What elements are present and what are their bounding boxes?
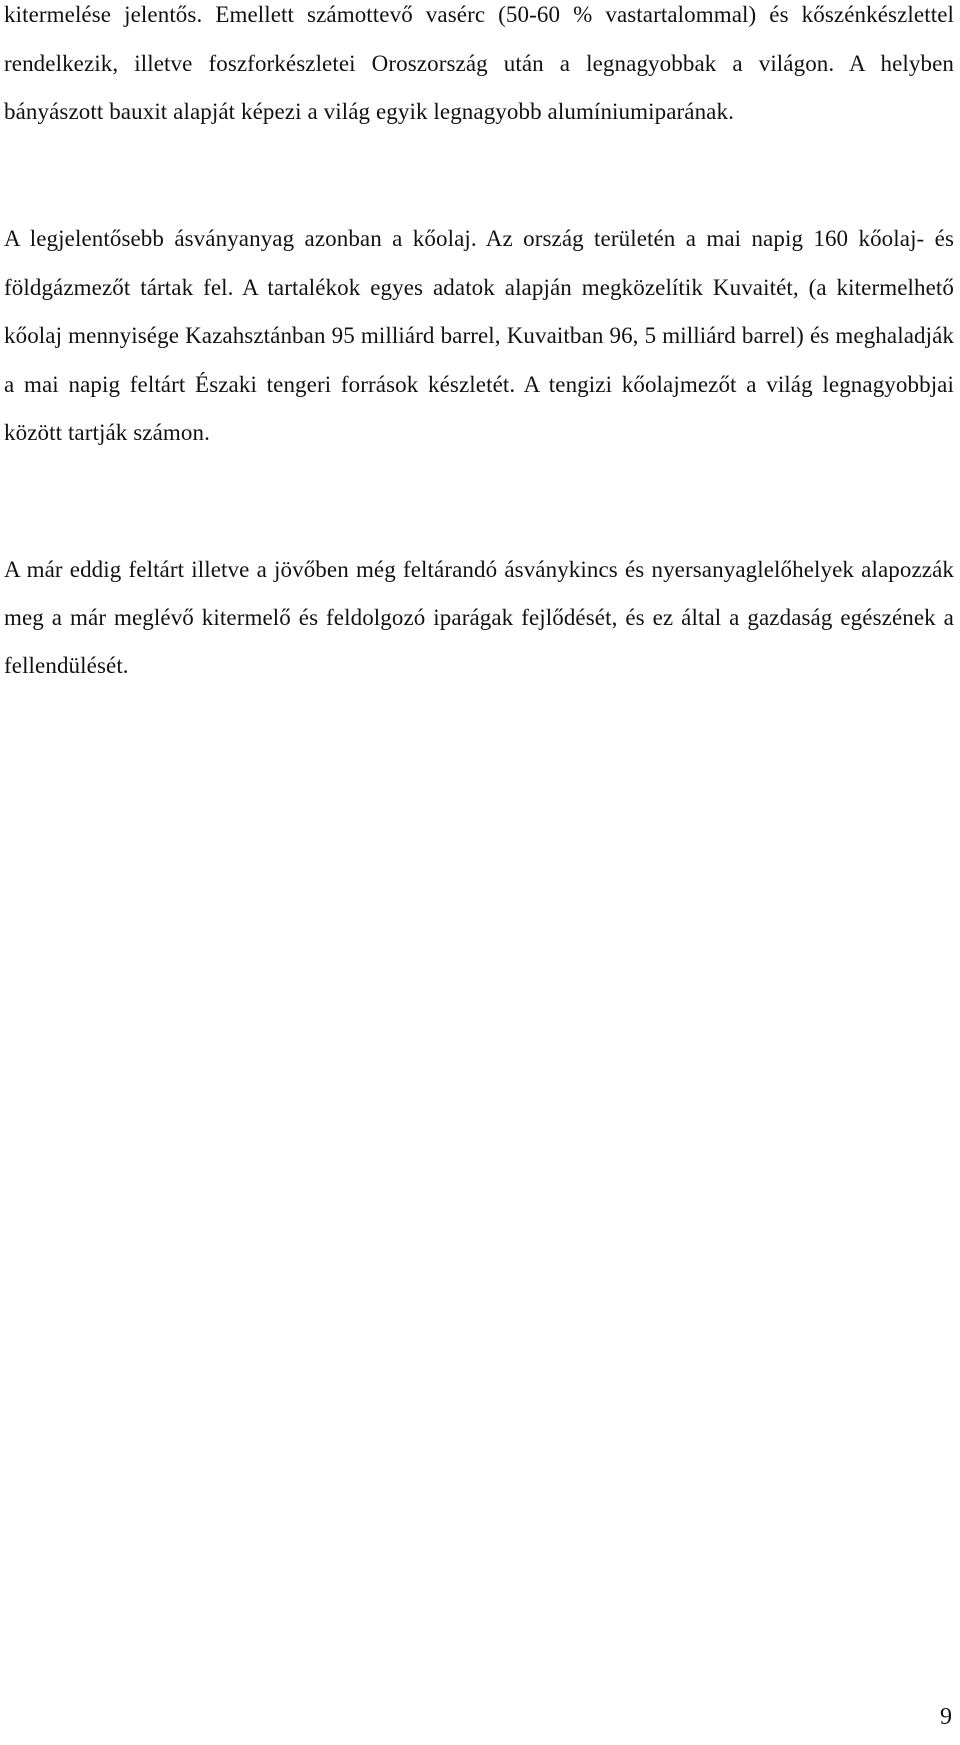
paragraph-oil: A legjelentősebb ásványanyag azonban a kőolaj. Az ország területén a mai napig 160 kőolaj- és földgázmezőt tártak fel. A tartalékok egyes adatok alapján megközelítik Kuvaitét, (a kitermelhető kőolaj mennyisége Kazahsztánban 95 milliárd barrel, Kuvaitban 96, 5 milliárd barrel) és meghaladják a mai napig feltárt Északi tengeri források készletét. A tengizi kőolajmezőt a világ legnagyobbjai között tartják számon. — [4, 226, 954, 445]
page-number: 9 — [940, 1704, 952, 1730]
paragraph-minerals: kitermelése jelentős. Emellett számottevő vasérc (50-60 % vastartalommal) és kőszénkészlettel rendelkezik, illetve foszforkészletei Oroszország után a legnagyobbak a világon. A helyben bányászott bauxit alapját képezi a világ egyik legnagyobb alumíniumiparának. — [4, 2, 954, 124]
paragraph-development: A már eddig feltárt illetve a jövőben még feltárandó ásványkincs és nyersanyaglelőhelyek alapozzák meg a már meglévő kitermelő és feldolgozó iparágak fejlődését, és ez által a gazdaság egészének a fellendülését. — [4, 557, 954, 678]
